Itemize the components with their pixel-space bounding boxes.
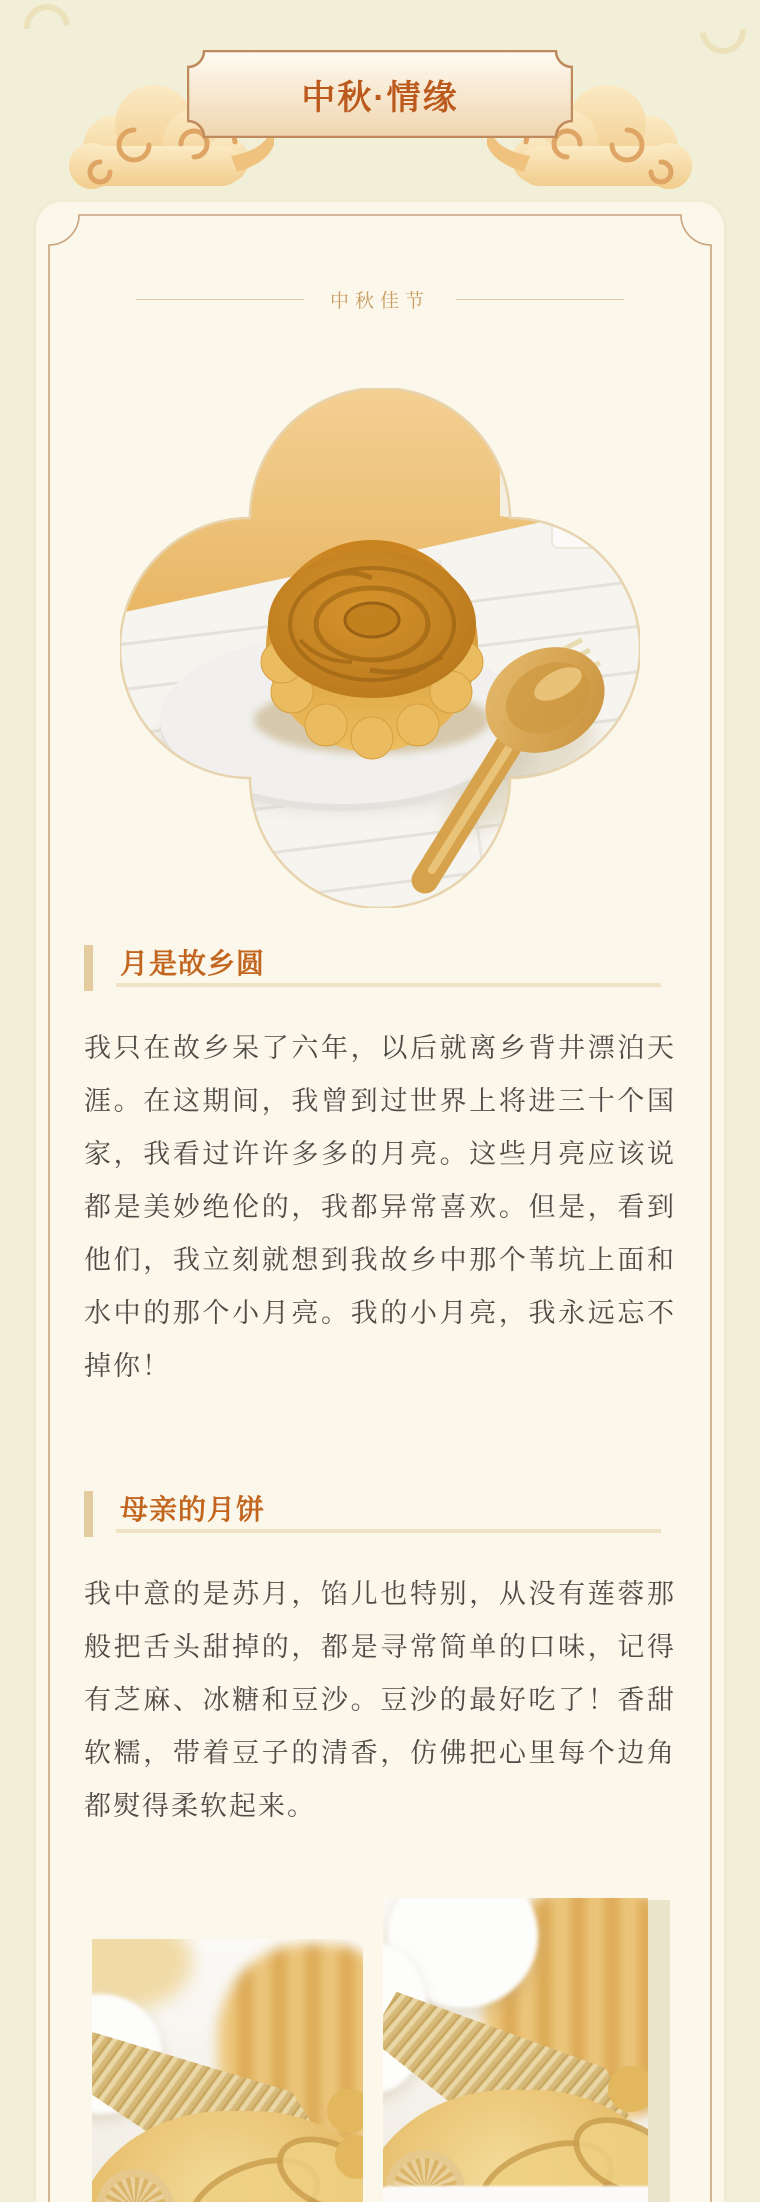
section-label: 中秋佳节 (329, 291, 430, 312)
title-banner (187, 50, 573, 138)
label-line-left (136, 299, 304, 300)
heading-accent-bar (84, 1491, 93, 1537)
corner-swirl-decoration (691, 0, 756, 63)
section-label-row (36, 286, 724, 313)
section-paragraph: 我只在故乡呆了六年，以后就离乡背井漂泊天涯。在这期间，我曾到过世界上将进三十个国家，我看过许许多多的月亮。这些月亮应该说都是美妙绝伦的，我都异常喜欢。但是，看到他们，我立刻就想到我故乡中那个苇坑上面和水中的那个小月亮。我的小月亮，我永远忘不掉你！ (84, 1033, 676, 1381)
article-image-mooncake-brush-left[interactable] (92, 1939, 363, 2202)
photo-backdrop-strip (648, 1900, 670, 2202)
heading-accent-bar (84, 945, 93, 991)
section-title: 母亲的月饼 (120, 1494, 266, 1525)
section-paragraph: 我中意的是苏月，馅儿也特别，从没有莲蓉那般把舌头甜掉的，都是寻常简单的口味，记得有芝麻、冰糖和豆沙。豆沙的最好吃了！香甜软糯，带着豆子的清香，仿佛把心里每个边角都熨得柔软起来。 (84, 1579, 676, 1821)
article-image-mooncake-brush-right[interactable] (383, 1898, 648, 2202)
article-card (36, 202, 724, 2202)
page-title: 中秋·情缘 (301, 78, 459, 117)
hero-image-mooncake-plate[interactable] (120, 388, 640, 908)
section-title: 月是故乡圆 (120, 948, 266, 979)
section-heading-2 (84, 1488, 676, 1540)
corner-swirl-decoration (15, 0, 80, 59)
section-heading-1 (84, 942, 676, 994)
label-line-right (456, 299, 624, 300)
